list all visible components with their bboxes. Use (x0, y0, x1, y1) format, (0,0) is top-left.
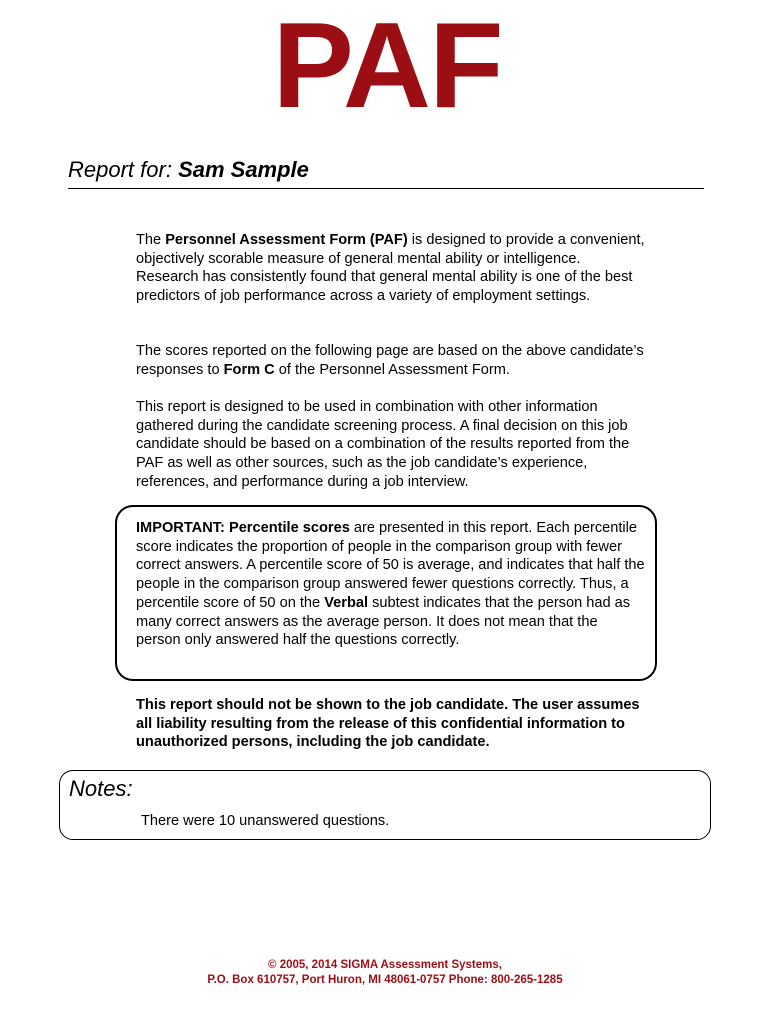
verbal-bold: Verbal (324, 594, 369, 611)
form-name-bold: Form C (223, 361, 275, 378)
intro-paragraph-rest: is designed to provide a convenient, objectively scorable measure of general mental ability or intelligence. Research has consistently found that general mental ability is one of the best predictors of job performance across a variety of employment settings. (136, 232, 645, 305)
paf-logo: PAF (272, 0, 502, 133)
scores-paragraph-lead: The scores reported on the following page are based on the above candidate’s responses to (136, 343, 644, 378)
intro-paragraph (136, 231, 646, 306)
report-for-label: Report for: (68, 157, 172, 182)
confidentiality-warning: This report should not be shown to the job candidate. The user assumes all liability resulting from the release of this confidential information to unauthorized persons, including the job candidate. (136, 697, 640, 751)
footer-copyright: © 2005, 2014 SIGMA Assessment Systems, (268, 959, 502, 971)
important-lead: IMPORTANT: Percentile scores (136, 520, 350, 536)
important-part2: subtest indicates that the person had as many correct answers as the average person. It does not mean that the person only answered half the questions correctly. (136, 594, 631, 649)
paf-name-bold: Personnel Assessment Form (PAF) (165, 232, 408, 248)
notes-title: Notes: (69, 776, 133, 801)
important-text (136, 519, 646, 650)
footer-address: P.O. Box 610757, Port Huron, MI 48061-0757 Phone: 800-265-1285 (207, 974, 563, 986)
footer (0, 958, 770, 988)
report-header (68, 156, 704, 189)
candidate-name: Sam Sample (178, 157, 309, 182)
usage-paragraph: This report is designed to be used in combination with other information gathered during the candidate screening process. A final decision on this job candidate should be based on a combination of the results reported from the PAF as well as other sources, such as the job candidate’s experience, references, and performance during a job interview. (136, 399, 630, 490)
notes-text: There were 10 unanswered questions. (141, 813, 390, 829)
scores-paragraph (136, 342, 646, 379)
important-part1: are presented in this report. Each percentile score indicates the proportion of people in the comparison group with fewer correct answers. A percentile score of 50 is average, and indicates that half the people in the comparison group answered fewer questions correctly. Thus, a percentile score of 50 on the (136, 520, 645, 611)
scores-paragraph-rest: of the Personnel Assessment Form. (274, 361, 510, 378)
intro-paragraph-lead: The (136, 232, 166, 248)
